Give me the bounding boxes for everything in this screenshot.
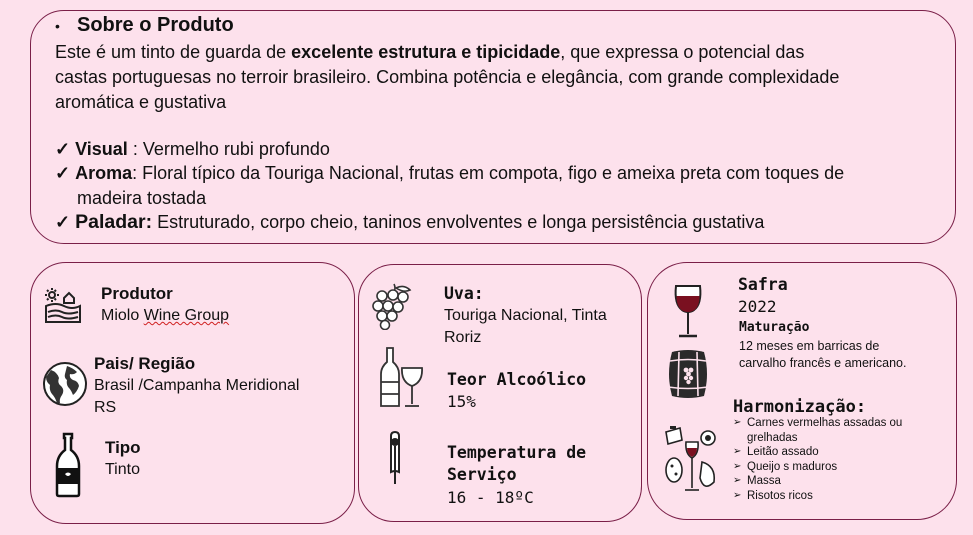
about-description-line3: aromática e gustativa: [55, 92, 227, 112]
country-label: Pais/ Região: [94, 354, 196, 373]
barrel-icon: [666, 348, 710, 400]
visual-item: ✓ Visual : Vermelho rubi profundo: [55, 139, 330, 159]
list-item: ➢ Massa: [733, 475, 781, 487]
producer-value: Miolo Wine Group: [101, 307, 230, 324]
vineyard-icon: [44, 286, 82, 324]
arrow-icon: ➢: [733, 489, 742, 501]
temperature-value: 16 - 18ºC: [447, 488, 534, 507]
country-value-line1: Brasil /Campanha Meridional: [94, 377, 300, 394]
alcohol-label: Teor Alcoólico: [447, 370, 587, 389]
maturation-label: Maturação: [739, 320, 810, 335]
aroma-item: ✓ Aroma: Floral típico da Touriga Nacional, frutas em compota, figo e ameixa preta com toques de: [55, 163, 845, 183]
list-item: ➢ Risotos ricos: [733, 489, 813, 502]
grape-value-line1: Touriga Nacional, Tinta: [444, 307, 607, 324]
maturation-value-line2: carvalho francês e americano.: [739, 356, 907, 370]
arrow-icon: ➢: [733, 417, 742, 428]
check-icon: ✓: [55, 163, 71, 183]
pairing-list: [733, 416, 902, 503]
food-pairing-icon: [662, 422, 722, 500]
list-item: ➢ Carnes vermelhas assadas ou: [733, 417, 903, 429]
wine-bottle-icon: [55, 432, 81, 498]
globe-icon: [41, 360, 89, 408]
grape-label: Uva:: [444, 284, 484, 303]
pairing-label: Harmonização:: [733, 397, 867, 417]
bottle-and-glass-icon: [380, 346, 426, 410]
temperature-label-line2: Serviço: [447, 465, 517, 484]
producer-label: Produtor: [101, 284, 173, 303]
bullet: •: [55, 18, 60, 34]
wine-glass-icon: [672, 284, 704, 340]
arrow-icon: ➢: [733, 460, 742, 472]
check-icon: ✓: [55, 139, 71, 159]
list-item: ➢ Queijo s maduros: [733, 460, 838, 473]
check-icon: ✓: [55, 212, 71, 232]
list-item-continued: grelhadas: [747, 431, 798, 444]
thermometer-icon: [385, 430, 405, 488]
paladar-item: ✓ Paladar: Estruturado, corpo cheio, taninos envolventes e longa persistência gustativa: [55, 211, 765, 233]
vintage-value: 2022: [738, 297, 777, 316]
arrow-icon: ➢: [733, 446, 742, 457]
list-item: ➢ Leitão assado: [733, 446, 819, 458]
about-description-line2: castas portuguesas no terroir brasileiro. Combina potência e elegância, com grande complexidade: [55, 67, 840, 87]
type-label: Tipo: [105, 438, 141, 457]
maturation-value-line1: 12 meses em barricas de: [739, 339, 880, 353]
aroma-item-continued: madeira tostada: [77, 188, 207, 208]
vintage-label: Safra: [738, 275, 788, 294]
about-title: Sobre o Produto: [77, 14, 234, 36]
type-value: Tinto: [105, 461, 140, 478]
temperature-label-line1: Temperatura de: [447, 443, 587, 462]
grape-value-line2: Roriz: [444, 329, 482, 346]
country-value-line2: RS: [94, 399, 117, 416]
alcohol-value: 15%: [447, 392, 476, 411]
about-description-line1: Este é um tinto de guarda de excelente estrutura e tipicidade, que expressa o potencial das: [55, 42, 805, 62]
arrow-icon: ➢: [733, 475, 742, 486]
grapes-icon: [372, 282, 414, 330]
